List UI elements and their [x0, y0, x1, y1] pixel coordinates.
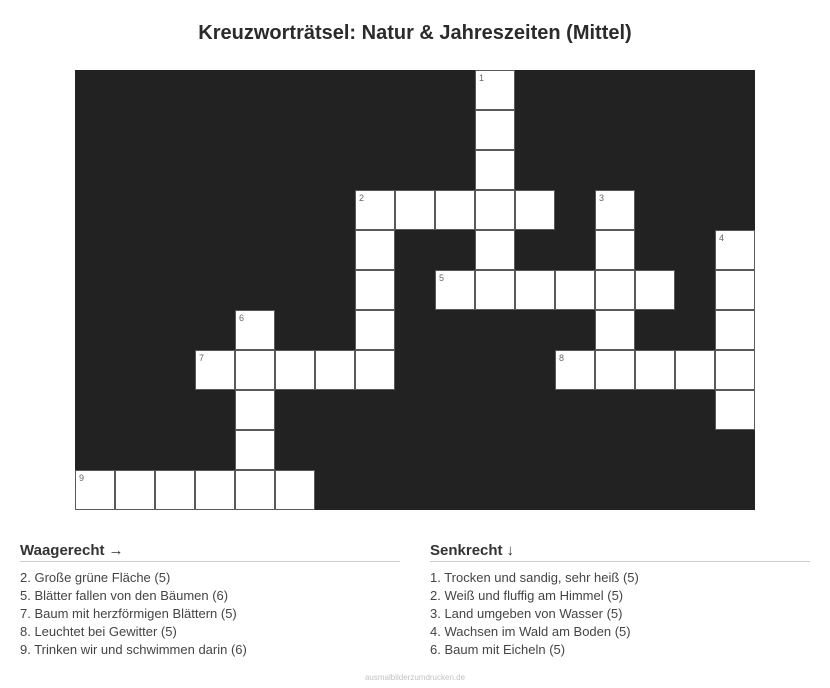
arrow-down-icon: ↓: [506, 542, 515, 559]
crossword-cell[interactable]: [275, 350, 315, 390]
crossword-cell[interactable]: [555, 350, 595, 390]
crossword-cell[interactable]: [715, 350, 755, 390]
down-heading: [430, 541, 810, 562]
crossword-cell[interactable]: [435, 190, 475, 230]
crossword-cell[interactable]: [75, 470, 115, 510]
footer-credit: ausmalbilderzumdrucken.de: [364, 673, 466, 682]
clue-across-8: 8. Leuchtet bei Gewitter (5): [20, 624, 177, 639]
clue-number: 8: [559, 353, 565, 363]
arrow-right-icon: →: [108, 542, 124, 559]
clue-number: 2: [359, 193, 365, 203]
crossword-cell[interactable]: [355, 270, 395, 310]
clue-down-1: 1. Trocken und sandig, sehr heiß (5): [430, 570, 639, 585]
clue-number: 5: [439, 273, 445, 283]
across-heading: [20, 541, 400, 562]
crossword-cell[interactable]: [195, 350, 235, 390]
crossword-cell[interactable]: [475, 230, 515, 270]
crossword-cell[interactable]: [235, 390, 275, 430]
crossword-cell[interactable]: [475, 270, 515, 310]
clue-number: 1: [479, 73, 485, 83]
crossword-cell[interactable]: [715, 310, 755, 350]
crossword-cell[interactable]: [355, 190, 395, 230]
crossword-cell[interactable]: [595, 190, 635, 230]
clue-across-9: 9. Trinken wir und schwimmen darin (6): [20, 642, 247, 657]
clue-down-3: 3. Land umgeben von Wasser (5): [430, 606, 623, 621]
clue-across-7: 7. Baum mit herzförmigen Blättern (5): [20, 606, 237, 621]
clue-number: 4: [719, 233, 725, 243]
crossword-cell[interactable]: [115, 470, 155, 510]
crossword-cell[interactable]: [155, 470, 195, 510]
crossword-cell[interactable]: [635, 350, 675, 390]
clue-down-2: 2. Weiß und fluffig am Himmel (5): [430, 588, 624, 603]
clue-number: 3: [599, 193, 605, 203]
crossword-cell[interactable]: [715, 390, 755, 430]
crossword-cell[interactable]: [315, 350, 355, 390]
crossword-cell[interactable]: [475, 110, 515, 150]
crossword-cell[interactable]: [715, 270, 755, 310]
crossword-cell[interactable]: [475, 150, 515, 190]
crossword-cell[interactable]: [275, 470, 315, 510]
clue-down-4: 4. Wachsen im Wald am Boden (5): [430, 624, 631, 639]
crossword-cell[interactable]: [195, 470, 235, 510]
across-clues: [20, 541, 400, 659]
crossword-cell[interactable]: [635, 270, 675, 310]
down-heading-label: Senkrecht: [430, 542, 503, 559]
crossword-cell[interactable]: [595, 350, 635, 390]
crossword-cell[interactable]: [515, 190, 555, 230]
down-clues: [430, 541, 810, 659]
crossword-cell[interactable]: [595, 230, 635, 270]
crossword-cell[interactable]: [475, 70, 515, 110]
crossword-cell[interactable]: [235, 350, 275, 390]
crossword-cell[interactable]: [235, 470, 275, 510]
page-title: Kreuzworträtsel: Natur & Jahreszeiten (Mittel): [198, 22, 632, 44]
clue-number: 9: [79, 473, 85, 483]
crossword-cell[interactable]: [235, 430, 275, 470]
across-heading-label: Waagerecht: [20, 542, 105, 559]
crossword-cell[interactable]: [355, 350, 395, 390]
crossword-cell[interactable]: [675, 350, 715, 390]
crossword-cell[interactable]: [395, 190, 435, 230]
crossword-cell[interactable]: [355, 230, 395, 270]
crossword-cell[interactable]: [595, 310, 635, 350]
crossword-cell[interactable]: [475, 190, 515, 230]
crossword-cell[interactable]: [435, 270, 475, 310]
clue-number: 7: [199, 353, 205, 363]
crossword-cell[interactable]: [355, 310, 395, 350]
crossword-grid: [75, 70, 755, 510]
crossword-cell[interactable]: [555, 270, 595, 310]
clue-number: 6: [239, 313, 245, 323]
clue-across-2: 2. Große grüne Fläche (5): [20, 570, 171, 585]
crossword-cell[interactable]: [595, 270, 635, 310]
crossword-cell[interactable]: [515, 270, 555, 310]
clue-down-6: 6. Baum mit Eicheln (5): [430, 642, 566, 657]
crossword-cell[interactable]: [235, 310, 275, 350]
clue-across-5: 5. Blätter fallen von den Bäumen (6): [20, 588, 229, 603]
crossword-cell[interactable]: [715, 230, 755, 270]
